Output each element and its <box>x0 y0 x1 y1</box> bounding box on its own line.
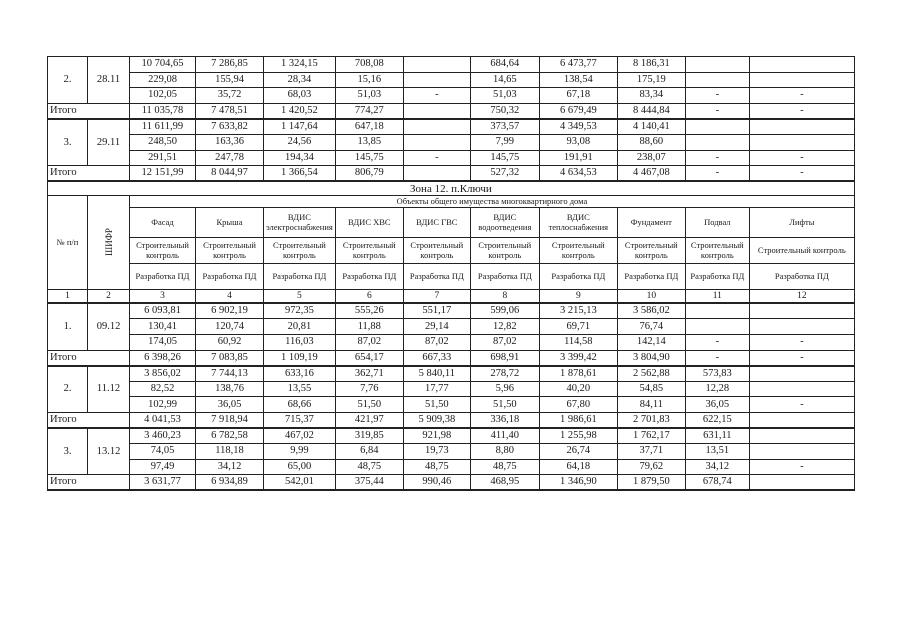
table-row <box>48 459 855 475</box>
control-header: Строительный контроль <box>470 237 539 263</box>
table-row <box>48 397 855 413</box>
total-cell: 6 934,89 <box>196 475 264 491</box>
value-cell: 17,77 <box>403 381 470 397</box>
total-cell: - <box>749 103 854 119</box>
value-cell: 142,14 <box>617 334 685 350</box>
value-cell: 6 473,77 <box>539 57 617 73</box>
value-cell: 555,26 <box>335 303 403 319</box>
control-header: Строительный контроль <box>196 237 264 263</box>
value-cell: 163,36 <box>196 134 264 150</box>
total-cell: - <box>749 166 854 182</box>
total-cell: 4 041,53 <box>130 412 196 428</box>
control-header: Строительный контроль <box>130 237 196 263</box>
column-header: ВДИС водоотведения <box>470 207 539 237</box>
total-cell: 654,17 <box>335 350 403 366</box>
value-cell: 145,75 <box>335 150 403 166</box>
value-cell: 599,06 <box>470 303 539 319</box>
total-cell: 4 467,08 <box>617 166 685 182</box>
value-cell: 1 324,15 <box>264 57 336 73</box>
value-cell: 4 349,53 <box>539 119 617 135</box>
column-number: 9 <box>539 289 617 303</box>
design-header: Разработка ПД <box>539 263 617 289</box>
total-cell: 8 044,97 <box>196 166 264 182</box>
total-cell: - <box>685 103 749 119</box>
value-cell <box>685 303 749 319</box>
control-header: Строительный контроль <box>539 237 617 263</box>
value-cell: 14,65 <box>470 72 539 88</box>
column-header: Крыша <box>196 207 264 237</box>
value-cell: 13,55 <box>264 381 336 397</box>
total-cell: 6 398,26 <box>130 350 196 366</box>
value-cell <box>749 444 854 460</box>
total-cell: 5 909,38 <box>403 412 470 428</box>
value-cell: - <box>685 150 749 166</box>
column-header: ВДИС ХВС <box>335 207 403 237</box>
table-row <box>48 134 855 150</box>
value-cell: 174,05 <box>130 334 196 350</box>
row-number: 2. <box>48 57 88 104</box>
value-cell: 6,84 <box>335 444 403 460</box>
value-cell: - <box>749 150 854 166</box>
column-number-row <box>48 289 855 303</box>
value-cell: - <box>403 88 470 104</box>
total-cell: 774,27 <box>335 103 403 119</box>
value-cell: 8 186,31 <box>617 57 685 73</box>
value-cell: 3 215,13 <box>539 303 617 319</box>
value-cell: 5,96 <box>470 381 539 397</box>
value-cell: 114,58 <box>539 334 617 350</box>
column-number: 5 <box>264 289 336 303</box>
total-cell: 622,15 <box>685 412 749 428</box>
total-cell: 806,79 <box>335 166 403 182</box>
value-cell: 248,50 <box>130 134 196 150</box>
value-cell: 7,99 <box>470 134 539 150</box>
value-cell: 118,18 <box>196 444 264 460</box>
table-row <box>48 334 855 350</box>
value-cell: 633,16 <box>264 366 336 382</box>
table-row <box>48 303 855 319</box>
column-header: Подвал <box>685 207 749 237</box>
total-cell: 2 701,83 <box>617 412 685 428</box>
total-cell: 1 109,19 <box>264 350 336 366</box>
value-cell: 51,50 <box>403 397 470 413</box>
value-cell: 319,85 <box>335 428 403 444</box>
total-cell: 1 986,61 <box>539 412 617 428</box>
column-number: 2 <box>88 289 130 303</box>
value-cell: 19,73 <box>403 444 470 460</box>
value-cell: 102,99 <box>130 397 196 413</box>
value-cell: 229,08 <box>130 72 196 88</box>
total-cell: 4 634,53 <box>539 166 617 182</box>
value-cell: 238,07 <box>617 150 685 166</box>
value-cell: 67,80 <box>539 397 617 413</box>
value-cell: 13,51 <box>685 444 749 460</box>
value-cell: 1 762,17 <box>617 428 685 444</box>
value-cell: - <box>685 334 749 350</box>
value-cell: 34,12 <box>196 459 264 475</box>
control-header: Строительный контроль <box>403 237 470 263</box>
document-page <box>47 56 855 491</box>
value-cell: 6 782,58 <box>196 428 264 444</box>
total-cell: 3 631,77 <box>130 475 196 491</box>
total-cell <box>749 475 854 491</box>
value-cell: 684,64 <box>470 57 539 73</box>
value-cell <box>403 72 470 88</box>
value-cell: 12,28 <box>685 381 749 397</box>
total-cell: 667,33 <box>403 350 470 366</box>
total-cell: 468,95 <box>470 475 539 491</box>
value-cell <box>685 57 749 73</box>
value-cell: - <box>685 88 749 104</box>
value-cell: 60,92 <box>196 334 264 350</box>
value-cell: 278,72 <box>470 366 539 382</box>
value-cell: 1 147,64 <box>264 119 336 135</box>
value-cell <box>685 119 749 135</box>
total-cell: 1 420,52 <box>264 103 336 119</box>
design-header: Разработка ПД <box>470 263 539 289</box>
column-number: 7 <box>403 289 470 303</box>
control-header: Строительный контроль <box>335 237 403 263</box>
value-cell: 51,03 <box>470 88 539 104</box>
column-header: Фасад <box>130 207 196 237</box>
value-cell <box>685 72 749 88</box>
column-header: ВДИС электроснабжения <box>264 207 336 237</box>
total-label: Итого <box>48 412 130 428</box>
total-cell: 3 399,42 <box>539 350 617 366</box>
total-cell: 715,37 <box>264 412 336 428</box>
value-cell: 48,75 <box>403 459 470 475</box>
column-header: Лифты <box>749 207 854 237</box>
total-cell <box>403 166 470 182</box>
value-cell: 24,56 <box>264 134 336 150</box>
value-cell: 34,12 <box>685 459 749 475</box>
estimate-table <box>47 56 855 491</box>
total-cell: 6 679,49 <box>539 103 617 119</box>
value-cell: 87,02 <box>470 334 539 350</box>
value-cell: 68,66 <box>264 397 336 413</box>
value-cell: 4 140,41 <box>617 119 685 135</box>
control-header: Строительный контроль <box>749 237 854 263</box>
value-cell: 130,41 <box>130 319 196 335</box>
value-cell: 138,54 <box>539 72 617 88</box>
table-row <box>48 444 855 460</box>
total-cell: - <box>685 166 749 182</box>
column-number: 6 <box>335 289 403 303</box>
table-row <box>48 119 855 135</box>
value-cell: 631,11 <box>685 428 749 444</box>
total-cell: 750,32 <box>470 103 539 119</box>
value-cell: 921,98 <box>403 428 470 444</box>
value-cell: 1 255,98 <box>539 428 617 444</box>
value-cell: 35,72 <box>196 88 264 104</box>
value-cell: 54,85 <box>617 381 685 397</box>
value-cell: 9,99 <box>264 444 336 460</box>
value-cell <box>749 381 854 397</box>
value-cell <box>749 366 854 382</box>
design-header: Разработка ПД <box>617 263 685 289</box>
value-cell: 116,03 <box>264 334 336 350</box>
zone-title: Зона 12. п.Ключи <box>48 181 855 195</box>
table-row <box>48 381 855 397</box>
header-row <box>48 207 855 237</box>
value-cell: 411,40 <box>470 428 539 444</box>
value-cell: 138,76 <box>196 381 264 397</box>
value-cell: 972,35 <box>264 303 336 319</box>
value-cell: 12,82 <box>470 319 539 335</box>
total-cell: 3 804,90 <box>617 350 685 366</box>
value-cell: 3 856,02 <box>130 366 196 382</box>
row-date: 28.11 <box>88 57 130 104</box>
value-cell: 7,76 <box>335 381 403 397</box>
value-cell: 74,05 <box>130 444 196 460</box>
total-cell <box>749 412 854 428</box>
value-cell: 11,88 <box>335 319 403 335</box>
value-cell: 36,05 <box>685 397 749 413</box>
total-label: Итого <box>48 166 130 182</box>
design-header: Разработка ПД <box>335 263 403 289</box>
value-cell: 97,49 <box>130 459 196 475</box>
total-row <box>48 350 855 366</box>
value-cell: 65,00 <box>264 459 336 475</box>
header-row <box>48 195 855 207</box>
value-cell: 84,11 <box>617 397 685 413</box>
value-cell: - <box>749 459 854 475</box>
value-cell: 82,52 <box>130 381 196 397</box>
total-row <box>48 475 855 491</box>
total-row <box>48 412 855 428</box>
total-cell: 1 346,90 <box>539 475 617 491</box>
total-cell: - <box>685 350 749 366</box>
value-cell: 6 902,19 <box>196 303 264 319</box>
column-number: 4 <box>196 289 264 303</box>
value-cell: 291,51 <box>130 150 196 166</box>
total-row <box>48 103 855 119</box>
control-header: Строительный контроль <box>617 237 685 263</box>
value-cell: 87,02 <box>335 334 403 350</box>
design-header: Разработка ПД <box>264 263 336 289</box>
row-date: 09.12 <box>88 303 130 350</box>
table-row <box>48 88 855 104</box>
column-number: 1 <box>48 289 88 303</box>
column-header: ВДИС теплоснабжения <box>539 207 617 237</box>
value-cell: 120,74 <box>196 319 264 335</box>
value-cell: 7 633,82 <box>196 119 264 135</box>
column-number: 10 <box>617 289 685 303</box>
row-date: 13.12 <box>88 428 130 475</box>
value-cell: 191,91 <box>539 150 617 166</box>
value-cell: 51,03 <box>335 88 403 104</box>
table-row <box>48 428 855 444</box>
total-label: Итого <box>48 350 130 366</box>
value-cell: 3 586,02 <box>617 303 685 319</box>
value-cell <box>749 57 854 73</box>
control-header: Строительный контроль <box>685 237 749 263</box>
total-cell: 542,01 <box>264 475 336 491</box>
value-cell: 5 840,11 <box>403 366 470 382</box>
value-cell: 87,02 <box>403 334 470 350</box>
value-cell: 551,17 <box>403 303 470 319</box>
total-cell: 990,46 <box>403 475 470 491</box>
value-cell: 76,74 <box>617 319 685 335</box>
value-cell: 102,05 <box>130 88 196 104</box>
control-header: Строительный контроль <box>264 237 336 263</box>
header-row <box>48 237 855 263</box>
value-cell <box>685 319 749 335</box>
value-cell: 51,50 <box>470 397 539 413</box>
value-cell: 20,81 <box>264 319 336 335</box>
total-cell: 12 151,99 <box>130 166 196 182</box>
total-cell: 11 035,78 <box>130 103 196 119</box>
value-cell <box>403 134 470 150</box>
value-cell: 48,75 <box>335 459 403 475</box>
table-row <box>48 319 855 335</box>
total-cell: - <box>749 350 854 366</box>
column-header: ВДИС ГВС <box>403 207 470 237</box>
row-number: 3. <box>48 428 88 475</box>
value-cell: 67,18 <box>539 88 617 104</box>
total-label: Итого <box>48 475 130 491</box>
value-cell: 3 460,23 <box>130 428 196 444</box>
row-number: 2. <box>48 366 88 413</box>
total-cell: 336,18 <box>470 412 539 428</box>
value-cell: 7 286,85 <box>196 57 264 73</box>
total-cell: 7 918,94 <box>196 412 264 428</box>
value-cell: 10 704,65 <box>130 57 196 73</box>
value-cell: 28,34 <box>264 72 336 88</box>
value-cell <box>403 119 470 135</box>
design-header: Разработка ПД <box>130 263 196 289</box>
value-cell: 362,71 <box>335 366 403 382</box>
total-cell: 1 366,54 <box>264 166 336 182</box>
column-header: Фундамент <box>617 207 685 237</box>
shifr-header <box>88 195 130 289</box>
design-header: Разработка ПД <box>403 263 470 289</box>
value-cell: - <box>749 334 854 350</box>
value-cell: 37,71 <box>617 444 685 460</box>
total-cell: 375,44 <box>335 475 403 491</box>
value-cell: - <box>749 397 854 413</box>
value-cell: 8,80 <box>470 444 539 460</box>
total-cell: 527,32 <box>470 166 539 182</box>
value-cell: 647,18 <box>335 119 403 135</box>
zone-title-row <box>48 181 855 195</box>
value-cell: 88,60 <box>617 134 685 150</box>
value-cell: 373,57 <box>470 119 539 135</box>
total-cell: 698,91 <box>470 350 539 366</box>
design-header: Разработка ПД <box>196 263 264 289</box>
value-cell: 26,74 <box>539 444 617 460</box>
table-row <box>48 150 855 166</box>
value-cell: 40,20 <box>539 381 617 397</box>
value-cell: 573,83 <box>685 366 749 382</box>
table-row <box>48 72 855 88</box>
value-cell: 7 744,13 <box>196 366 264 382</box>
row-date: 29.11 <box>88 119 130 166</box>
total-cell <box>403 103 470 119</box>
value-cell <box>749 303 854 319</box>
value-cell <box>749 428 854 444</box>
total-cell: 8 444,84 <box>617 103 685 119</box>
column-number: 12 <box>749 289 854 303</box>
value-cell: 247,78 <box>196 150 264 166</box>
value-cell <box>749 119 854 135</box>
total-cell: 1 879,50 <box>617 475 685 491</box>
column-number: 3 <box>130 289 196 303</box>
table-row <box>48 366 855 382</box>
value-cell: 13,85 <box>335 134 403 150</box>
value-cell <box>749 319 854 335</box>
value-cell: 29,14 <box>403 319 470 335</box>
value-cell: - <box>403 150 470 166</box>
num-header: № п/п <box>48 195 88 289</box>
value-cell: 467,02 <box>264 428 336 444</box>
value-cell: 69,71 <box>539 319 617 335</box>
value-cell: 11 611,99 <box>130 119 196 135</box>
value-cell: 194,34 <box>264 150 336 166</box>
total-cell: 678,74 <box>685 475 749 491</box>
design-header: Разработка ПД <box>685 263 749 289</box>
value-cell: 48,75 <box>470 459 539 475</box>
value-cell: 6 093,81 <box>130 303 196 319</box>
table-row <box>48 57 855 73</box>
total-row <box>48 166 855 182</box>
row-number: 1. <box>48 303 88 350</box>
value-cell: 68,03 <box>264 88 336 104</box>
value-cell: 2 562,88 <box>617 366 685 382</box>
value-cell: 145,75 <box>470 150 539 166</box>
total-cell: 7 478,51 <box>196 103 264 119</box>
value-cell: 708,08 <box>335 57 403 73</box>
value-cell: 15,16 <box>335 72 403 88</box>
value-cell <box>749 72 854 88</box>
value-cell: 175,19 <box>617 72 685 88</box>
value-cell: 64,18 <box>539 459 617 475</box>
objects-header: Объекты общего имущества многоквартирного дома <box>130 195 855 207</box>
value-cell: - <box>749 88 854 104</box>
design-header: Разработка ПД <box>749 263 854 289</box>
value-cell <box>403 57 470 73</box>
value-cell: 36,05 <box>196 397 264 413</box>
value-cell: 1 878,61 <box>539 366 617 382</box>
value-cell <box>749 134 854 150</box>
value-cell <box>685 134 749 150</box>
row-number: 3. <box>48 119 88 166</box>
value-cell: 79,62 <box>617 459 685 475</box>
column-number: 11 <box>685 289 749 303</box>
value-cell: 155,94 <box>196 72 264 88</box>
shifr-label: ШИФР <box>103 228 114 257</box>
total-cell: 421,97 <box>335 412 403 428</box>
column-number: 8 <box>470 289 539 303</box>
value-cell: 93,08 <box>539 134 617 150</box>
value-cell: 51,50 <box>335 397 403 413</box>
row-date: 11.12 <box>88 366 130 413</box>
total-label: Итого <box>48 103 130 119</box>
header-row <box>48 263 855 289</box>
total-cell: 7 083,85 <box>196 350 264 366</box>
value-cell: 83,34 <box>617 88 685 104</box>
